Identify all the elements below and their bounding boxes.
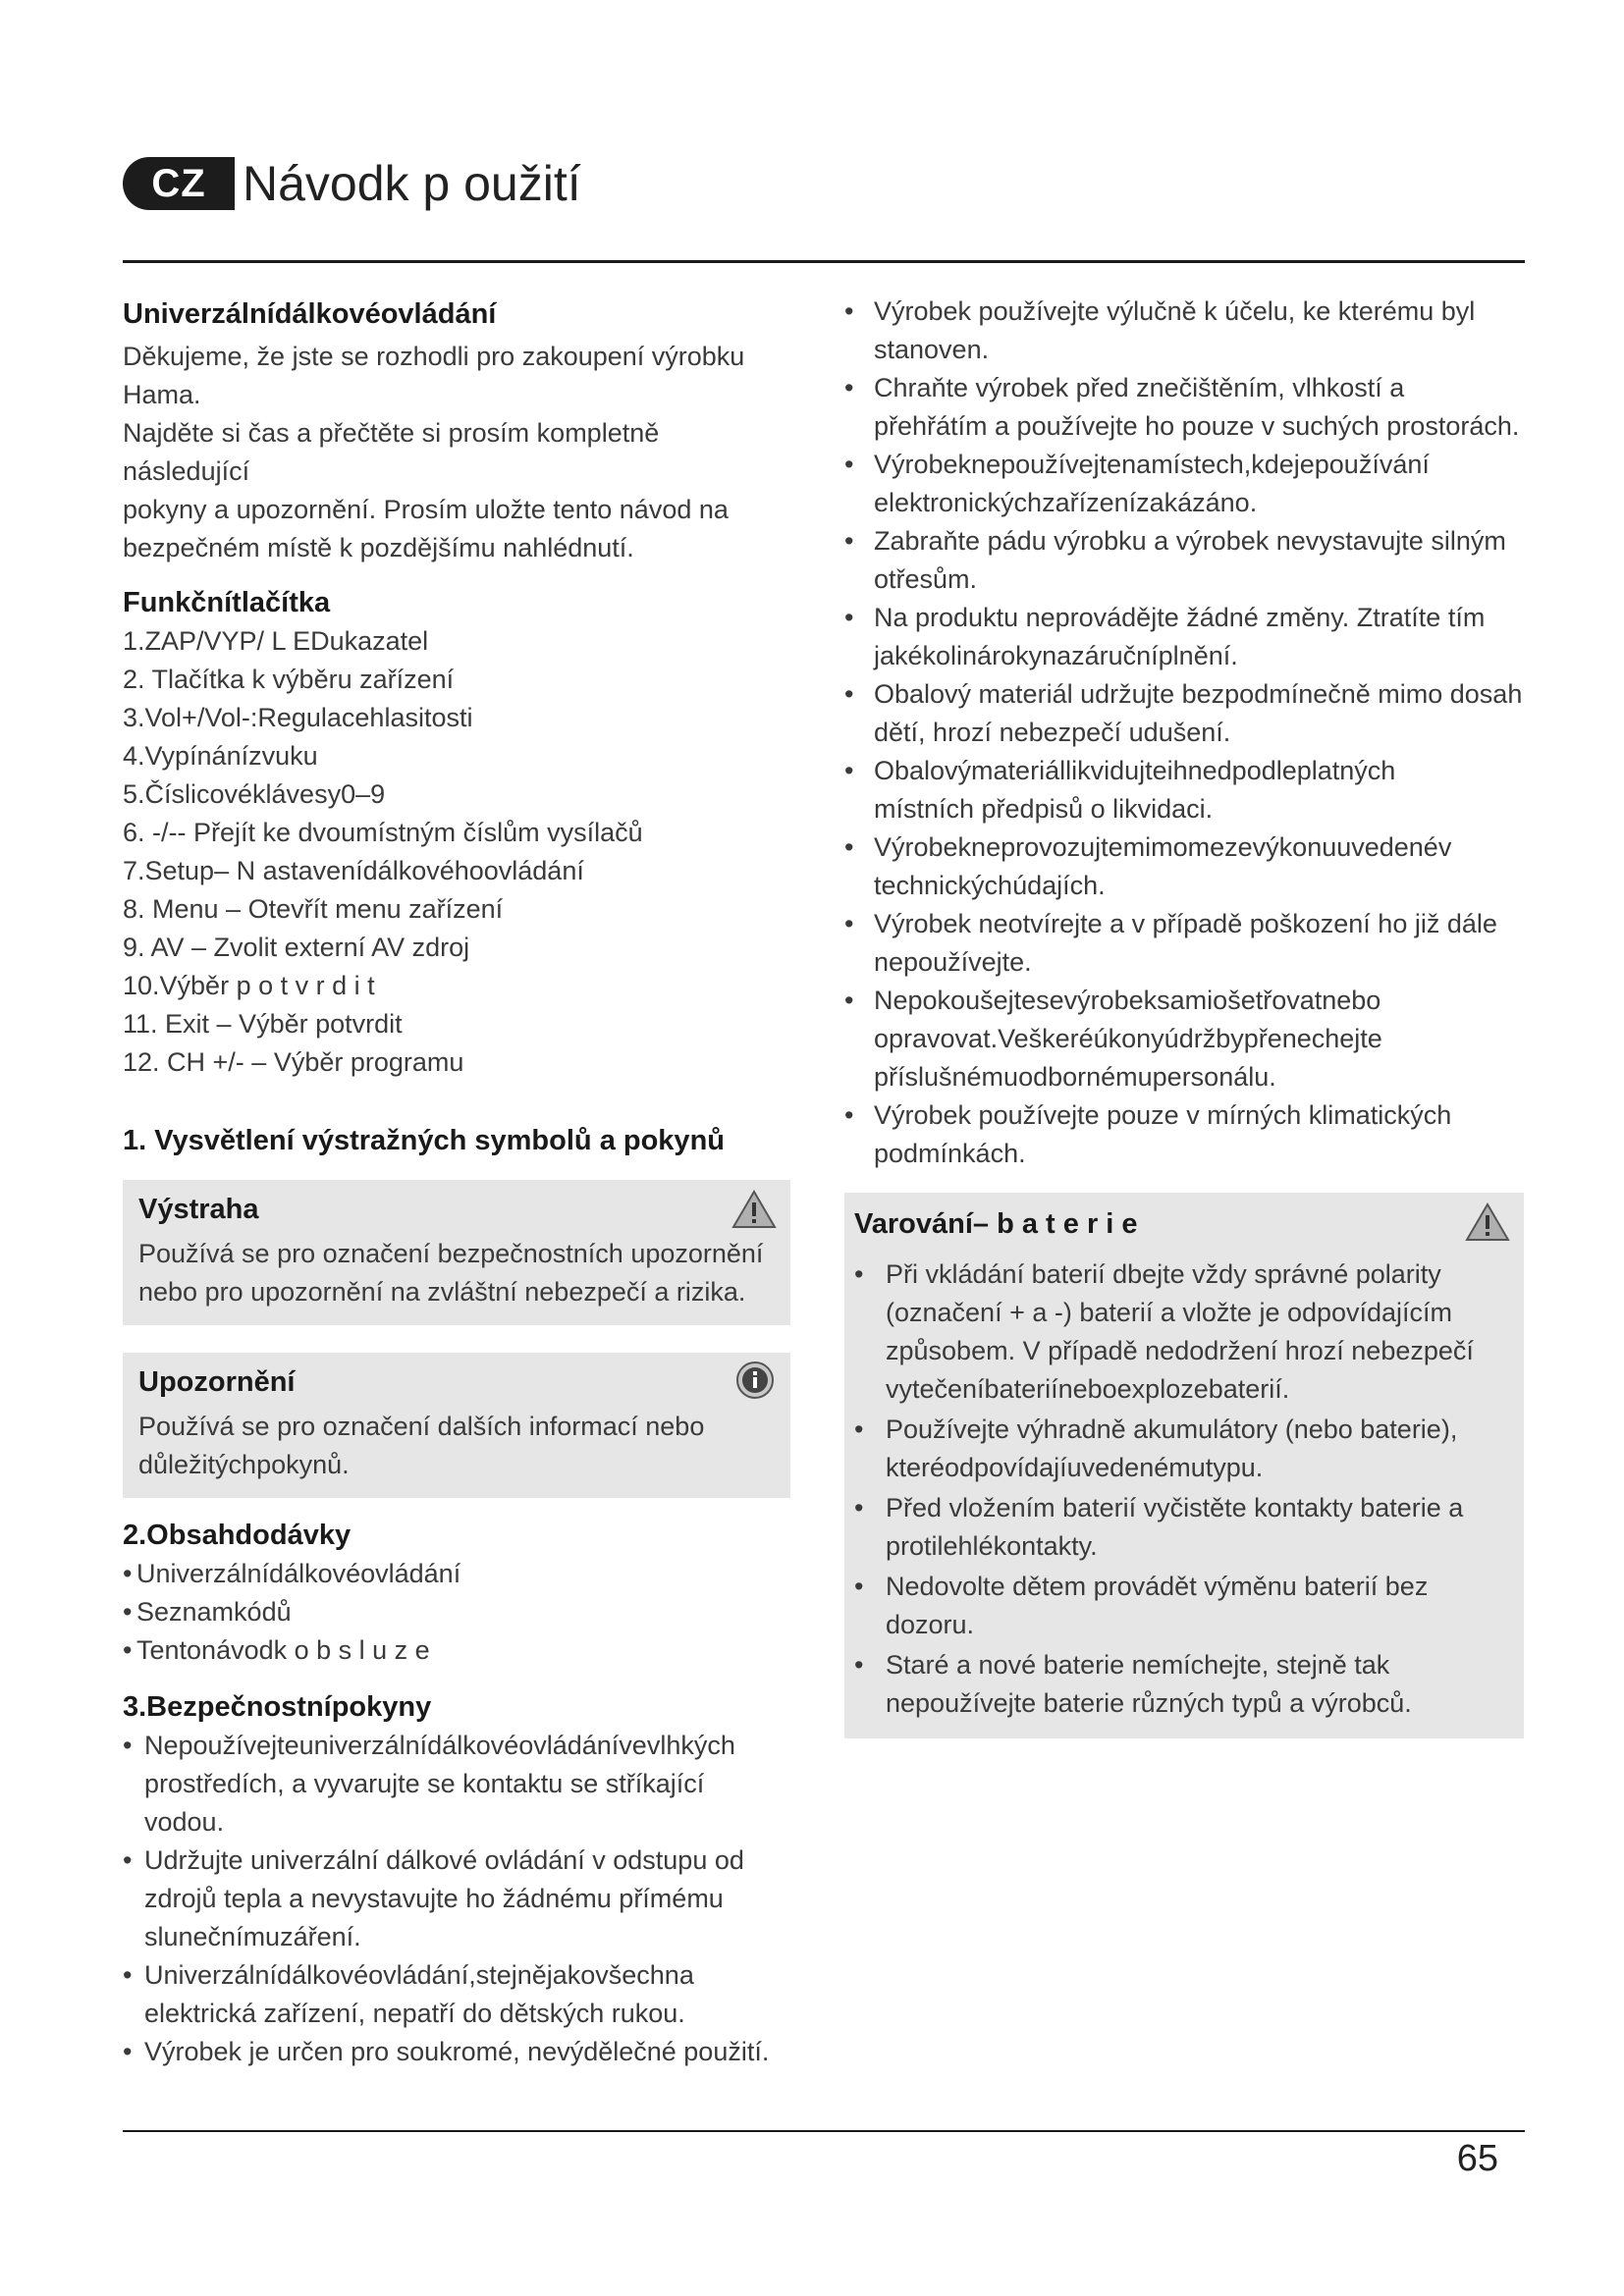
header-rule [123,260,1525,263]
safety-line: Výrobekneprovozujtemimomezevýkonuuvedenév [874,832,1452,862]
safety-line: Výrobek používejte pouze v mírných klimatických [874,1100,1452,1130]
section-3-title: 3.Bezpečnostnípokyny [123,1691,432,1723]
safety-line: jakékolinárokynazáručníplnění. [874,641,1238,670]
function-key-item: 9. AV – Zvolit externí AV zdroj [123,933,470,962]
function-key-item: 10.Výběr p o t v r d i t [123,971,375,1000]
delivery-item: • Tentonávodk o b s l u z e [123,1631,790,1670]
safety-line: Výrobek je určen pro soukromé, nevýdělečné použití. [144,2037,770,2066]
note-line: důležitýchpokynů. [138,1450,350,1479]
safety-item [844,1096,1524,1173]
safety-line: Chraňte výrobek před znečištěním, vlhkostí a [874,373,1405,402]
intro-line: Hama. [123,380,201,409]
battery-line: kteréodpovídajíuvedenémutypu. [886,1453,1264,1482]
function-key-item: 11. Exit – Výběr potvrdit [123,1009,403,1039]
battery-warning-title: Varování– b a t e r i e [854,1208,1138,1240]
safety-line: zdrojů tepla a nevystavujte ho žádnému přímému [144,1884,724,1913]
page-number: 65 [1456,2138,1498,2179]
intro-line: Najděte si čas a přečtěte si prosím kompletně následující [123,418,660,486]
battery-line: protilehlékontakty. [886,1531,1098,1561]
battery-line: Při vkládání baterií dbejte vždy správné polarity [886,1259,1441,1289]
safety-item [123,1956,790,2033]
safety-item [844,522,1524,599]
battery-item [854,1489,1504,1566]
safety-item [844,293,1524,369]
safety-line: nepoužívejte. [874,947,1032,977]
function-key-item: 3.Vol+/Vol-:Regulacehlasitosti [123,703,473,732]
safety-line: Výrobek používejte výlučně k účelu, ke kterému byl [874,296,1476,326]
safety-line: příslušnémuodbornémupersonálu. [874,1062,1276,1092]
safety-item [844,369,1524,446]
safety-line: elektrická zařízení, nepatří do dětských rukou. [144,1999,685,2028]
safety-list-continued [844,293,1524,1173]
intro-text [123,338,790,567]
safety-line: přehřátím a používejte ho pouze v suchých prostorách. [874,411,1520,441]
battery-item [854,1646,1504,1723]
info-icon [735,1361,775,1400]
warning-text [138,1235,775,1311]
battery-line: vytečeníbateriíneboexplozebaterií. [886,1374,1290,1404]
battery-line: Nedovolte dětem provádět výměnu baterií bez [886,1572,1429,1601]
safety-line: Na produktu neprovádějte žádné změny. Ztratíte tím [874,603,1486,632]
note-box [123,1353,790,1498]
warning-triangle-icon [1465,1202,1510,1242]
intro-title: Univerzálnídálkovéovládání [123,298,497,330]
safety-line: slunečnímuzáření. [144,1922,361,1951]
battery-line: dozoru. [886,1610,975,1639]
battery-item [854,1568,1504,1644]
battery-warning-list [854,1255,1504,1723]
function-keys-list [123,622,790,1082]
safety-line: dětí, hrozí nebezpečí udušení. [874,718,1231,747]
safety-line: stanoven. [874,335,990,364]
safety-item [844,446,1524,522]
note-title: Upozornění [138,1366,296,1398]
battery-line: (označení + a -) baterií a vložte je odpovídajícím [886,1298,1453,1327]
warning-triangle-icon [731,1190,777,1229]
section-2-title: 2.Obsahdodávky [123,1520,352,1551]
safety-item [844,675,1524,752]
battery-line: Staré a nové baterie nemíchejte, stejně tak [886,1650,1390,1680]
left-column [123,294,790,2071]
safety-item [123,1727,790,1842]
intro-line: Děkujeme, že jste se rozhodli pro zakoupení výrobku [123,342,745,371]
safety-line: Obalový materiál udržujte bezpodmínečně mimo dosah [874,679,1523,709]
safety-line: otřesům. [874,564,978,594]
language-badge: CZ [123,157,235,210]
safety-item [844,982,1524,1096]
safety-line: Nepoužívejteuniverzálnídálkovéovládánívevlhkých [144,1731,735,1760]
safety-line: Zabraňte pádu výrobku a výrobek nevystavujte silným [874,526,1506,556]
section-1-title: 1. Vysvětlení výstražných symbolů a pokynů [123,1125,725,1156]
safety-line: Výrobeknepoužívejtenamístech,kdejepoužívání [874,450,1430,479]
warning-box [123,1180,790,1325]
safety-line: technickýchúdajích. [874,871,1106,900]
safety-item [123,1842,790,1956]
battery-line: Používejte výhradně akumulátory (nebo baterie), [886,1415,1458,1444]
function-keys-title: Funkčnítlačítka [123,587,331,618]
intro-line: bezpečném místě k pozdějšímu nahlédnutí. [123,533,634,562]
function-key-item: 5.Číslicovéklávesy0–9 [123,779,386,809]
note-text [138,1408,775,1484]
function-key-item: 8. Menu – Otevřít menu zařízení [123,894,504,924]
safety-line: prostředích, a vyvarujte se kontaktu se stříkající vodou. [144,1769,705,1837]
function-key-item: 2. Tlačítka k výběru zařízení [123,665,455,694]
safety-item [844,599,1524,675]
battery-warning-box [844,1193,1524,1738]
footer-rule [123,2130,1525,2132]
page-header [123,155,581,212]
safety-line: Obalovýmateriállikvidujteihnedpodleplatných [874,756,1396,785]
battery-line: Před vložením baterií vyčistěte kontakty baterie a [886,1493,1464,1522]
safety-line: elektronickýchzařízenízakázáno. [874,488,1258,517]
safety-line: podmínkách. [874,1139,1026,1168]
safety-item [844,905,1524,982]
safety-line: opravovat.Veškeréúkonyúdržbypřenechejte [874,1024,1382,1053]
warning-line: nebo pro upozornění na zvláštní nebezpečí a rizika. [138,1277,746,1307]
function-key-item: 4.Vypínánízvuku [123,741,318,771]
safety-item [844,828,1524,905]
battery-item [854,1255,1504,1409]
battery-item [854,1411,1504,1487]
safety-line: Univerzálnídálkovéovládání,stejnějakovšechna [144,1960,694,1990]
intro-line: pokyny a upozornění. Prosím uložte tento návod na [123,495,729,524]
function-key-item: 12. CH +/- – Výběr programu [123,1047,464,1077]
note-line: Používá se pro označení dalších informací nebo [138,1412,705,1441]
warning-title: Výstraha [138,1194,259,1225]
safety-line: místních předpisů o likvidaci. [874,794,1214,824]
delivery-item: • Univerzálnídálkovéovládání [123,1555,790,1593]
warning-line: Používá se pro označení bezpečnostních upozornění [138,1239,764,1268]
function-key-item: 6. -/-- Přejít ke dvoumístným číslům vysílačů [123,818,643,847]
safety-line: Nepokoušejtesevýrobeksamiošetřovatnebo [874,986,1381,1015]
safety-item [123,2033,790,2071]
safety-line: Udržujte univerzální dálkové ovládání v odstupu od [144,1845,744,1875]
function-key-item: 7.Setup– N astavenídálkovéhoovládání [123,856,584,885]
safety-list [123,1727,790,2071]
safety-item [844,752,1524,828]
safety-line: Výrobek neotvírejte a v případě poškození ho již dále [874,909,1497,938]
battery-line: způsobem. V případě nedodržení hrozí nebezpečí [886,1336,1474,1365]
delivery-item: • Seznamkódů [123,1593,790,1631]
battery-line: nepoužívejte baterie různých typů a výrobců. [886,1688,1412,1718]
right-column [844,293,1524,1738]
document-title: Návodk p oužití [243,156,581,211]
delivery-contents-list [123,1555,790,1670]
function-key-item: 1.ZAP/VYP/ L EDukazatel [123,626,429,656]
